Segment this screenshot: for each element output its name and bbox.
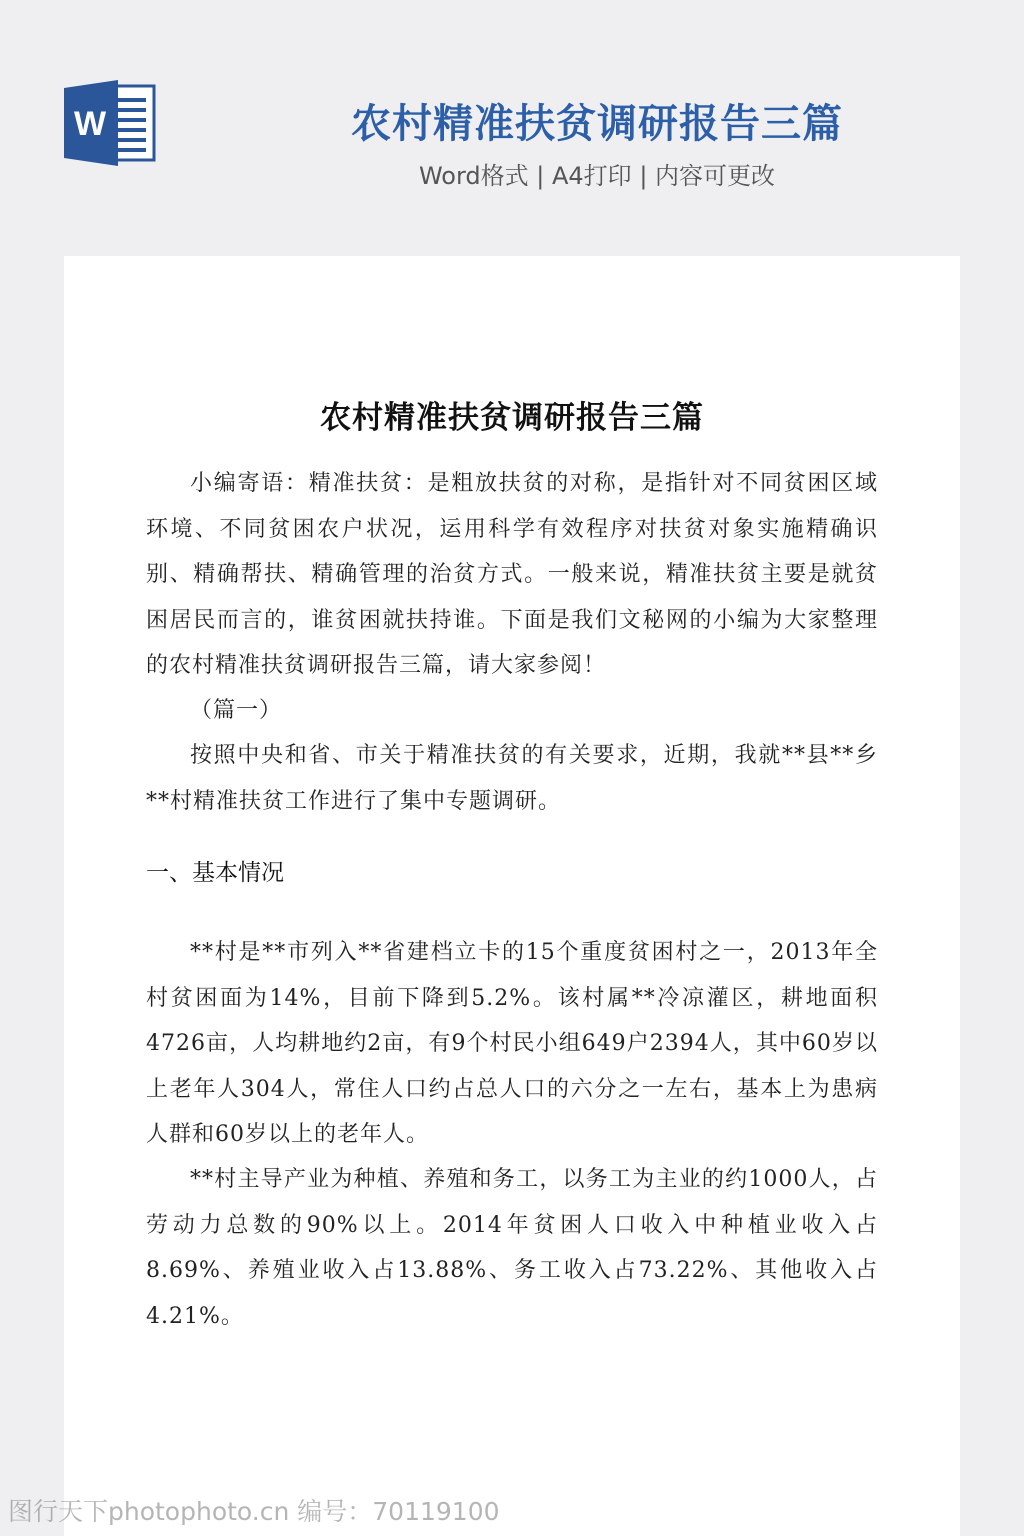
paragraph-3: **村主导产业为种植、养殖和务工，以务工为主业的约1000人，占劳动力总数的90%以上。2014年贫困人口收入中种植业收入占8.69%、养殖业收入占13.88%、务工收入占73.22%、其他收入占4.21%。: [146, 1167, 878, 1329]
paragraph-1: 按照中央和省、市关于精准扶贫的有关要求，近期，我就**县**乡**村精准扶贫工作进行了集中专题调研。: [146, 743, 878, 814]
watermark: 图行天下photophoto.cn 编号：70119100: [8, 1497, 500, 1526]
document-title: 农村精准扶贫调研报告三篇: [320, 400, 704, 436]
intro-paragraph: 小编寄语：精准扶贫：是粗放扶贫的对称，是指针对不同贫困区域环境、不同贫困农户状况，运用科学有效程序对扶贫对象实施精确识别、精确帮扶、精确管理的治贫方式。一般来说，精准扶贫主要是就贫困居民而言的，谁贫困就扶持谁。下面是我们文秘网的小编为大家整理的农村精准扶贫调研报告三篇，请大家参阅！: [146, 471, 878, 678]
logo-letter: W: [73, 105, 107, 143]
document-page: [64, 256, 960, 1536]
word-document-icon: [64, 80, 158, 166]
word-logo: [64, 80, 158, 166]
part-label: （篇一）: [190, 698, 283, 723]
section-heading: 一、基本情况: [146, 860, 284, 886]
paragraph-2: **村是**市列入**省建档立卡的15个重度贫困村之一，2013年全村贫困面为14%，目前下降到5.2%。该村属**冷凉灌区，耕地面积4726亩，人均耕地约2亩，有9个村民小组649户2394人，其中60岁以上老年人304人，常住人口约占总人口的六分之一左右，基本上为患病人群和60岁以上的老年人。: [146, 940, 878, 1147]
header-title: 农村精准扶贫调研报告三篇: [351, 101, 843, 147]
header-subtitle: Word格式 | A4打印 | 内容可更改: [418, 162, 776, 190]
